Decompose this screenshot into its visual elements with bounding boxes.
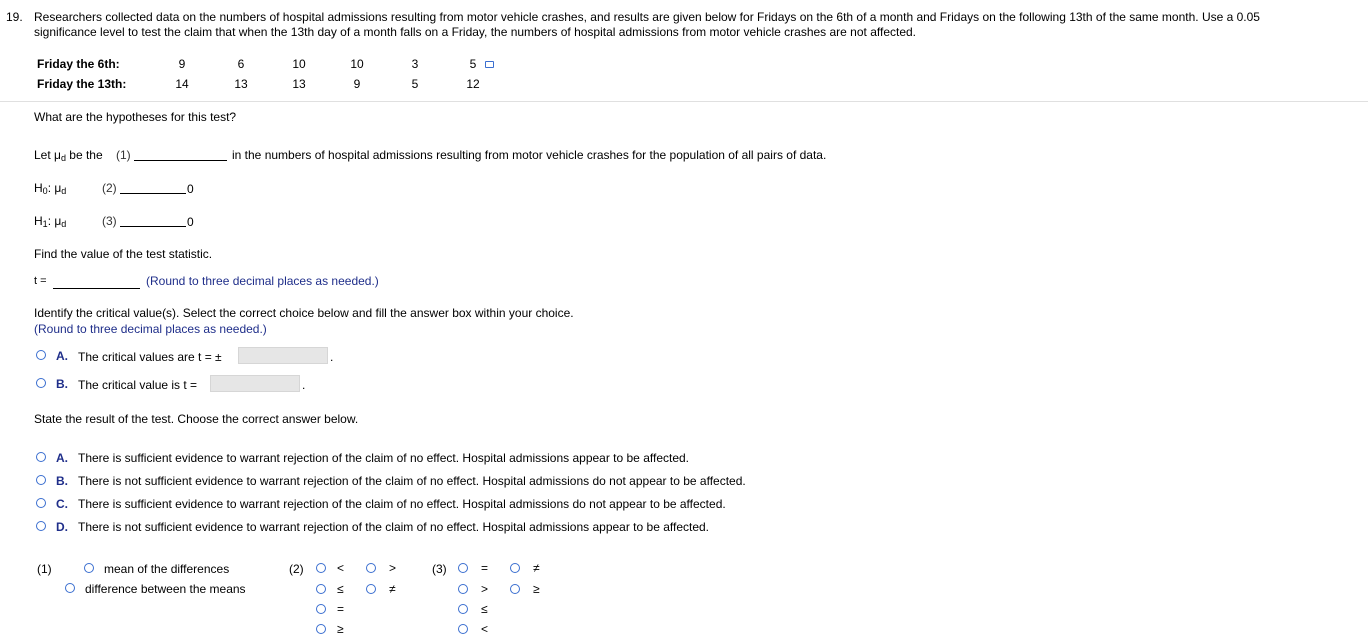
h0-colon: : bbox=[47, 181, 55, 195]
question-text-line1: Researchers collected data on the numbers of hospital admissions resulting from motor vehicle crashes, and results are given below for Fridays on the 6th of a month and Fridays on the following 13th of the same month. Use a 0.05 bbox=[34, 10, 1260, 24]
choice-text: There is sufficient evidence to warrant rejection of the claim of no effect. Hospital admissions appear to be affected. bbox=[78, 451, 690, 465]
row-label-friday-6th: Friday the 6th: bbox=[37, 57, 120, 71]
table-cell: 5 bbox=[411, 77, 419, 91]
table-cell: 6 bbox=[237, 57, 245, 71]
h1-subscript: 1 bbox=[42, 219, 48, 229]
radio-button[interactable] bbox=[36, 498, 46, 508]
blank3-label: (3) bbox=[102, 214, 117, 228]
mu-symbol: μ bbox=[54, 148, 61, 162]
radio-button[interactable] bbox=[366, 584, 376, 594]
blank1-field[interactable] bbox=[134, 160, 227, 161]
choice-text: The critical value is t = bbox=[78, 378, 198, 392]
option-mean-of-differences[interactable]: mean of the differences bbox=[104, 562, 230, 576]
question-text-line2: significance level to test the claim that when the 13th day of a month falls on a Friday, the numbers of hospital admissions from motor vehicle crashes are not affected. bbox=[34, 25, 917, 39]
radio-button[interactable] bbox=[458, 604, 468, 614]
h0-subscript: 0 bbox=[42, 186, 48, 196]
test-stat-prompt: Find the value of the test statistic. bbox=[34, 247, 213, 261]
option-symbol[interactable]: > bbox=[481, 582, 489, 596]
be-the: be the bbox=[65, 148, 103, 162]
option-symbol[interactable]: < bbox=[481, 622, 489, 636]
d-subscript: d bbox=[61, 219, 67, 229]
t-value-field[interactable] bbox=[53, 288, 140, 289]
radio-button[interactable] bbox=[84, 563, 94, 573]
radio-button[interactable] bbox=[36, 452, 46, 462]
option-symbol[interactable]: ≤ bbox=[337, 582, 344, 596]
let-statement bbox=[34, 148, 103, 162]
period: . bbox=[330, 350, 334, 364]
h1-zero: 0 bbox=[187, 215, 194, 229]
choice-letter: B. bbox=[56, 474, 68, 488]
table-cell: 10 bbox=[292, 57, 306, 71]
copy-data-icon[interactable] bbox=[485, 61, 494, 68]
radio-button[interactable] bbox=[36, 350, 46, 360]
blank2-label: (2) bbox=[102, 181, 117, 195]
table-cell: 5 bbox=[469, 57, 477, 71]
alt-hypothesis bbox=[34, 214, 66, 228]
choice-letter: C. bbox=[56, 497, 68, 511]
hypotheses-prompt: What are the hypotheses for this test? bbox=[34, 110, 237, 124]
table-cell: 14 bbox=[175, 77, 189, 91]
option-difference-between-means[interactable]: difference between the means bbox=[85, 582, 246, 596]
row-label-friday-13th: Friday the 13th: bbox=[37, 77, 127, 91]
mu-symbol: μ bbox=[54, 181, 62, 195]
radio-button[interactable] bbox=[36, 378, 46, 388]
radio-button[interactable] bbox=[316, 563, 326, 573]
radio-button[interactable] bbox=[366, 563, 376, 573]
radio-button[interactable] bbox=[458, 584, 468, 594]
option-symbol[interactable]: ≠ bbox=[533, 561, 540, 575]
blank2-field[interactable] bbox=[120, 193, 186, 194]
null-hypothesis bbox=[34, 181, 66, 195]
radio-button[interactable] bbox=[316, 604, 326, 614]
choice-text: There is sufficient evidence to warrant rejection of the claim of no effect. Hospital admissions do not appear to be affected. bbox=[78, 497, 726, 511]
table-cell: 3 bbox=[411, 57, 419, 71]
table-cell: 10 bbox=[350, 57, 364, 71]
radio-button[interactable] bbox=[36, 521, 46, 531]
choice-text: There is not sufficient evidence to warrant rejection of the claim of no effect. Hospital admissions appear to be affected. bbox=[78, 520, 710, 534]
mu-symbol: μ bbox=[54, 214, 62, 228]
choice-letter: A. bbox=[56, 451, 68, 465]
group-label: (2) bbox=[289, 562, 304, 576]
option-symbol[interactable]: ≥ bbox=[337, 622, 344, 636]
table-cell: 9 bbox=[178, 57, 186, 71]
radio-button[interactable] bbox=[510, 563, 520, 573]
critical-value-input[interactable] bbox=[210, 375, 300, 392]
option-symbol[interactable]: < bbox=[337, 561, 345, 575]
question-number: 19. bbox=[6, 10, 23, 24]
table-cell: 13 bbox=[292, 77, 306, 91]
option-symbol[interactable]: = bbox=[481, 561, 489, 575]
h1-H: H bbox=[34, 214, 43, 228]
option-symbol[interactable]: ≥ bbox=[533, 582, 540, 596]
table-cell: 13 bbox=[234, 77, 248, 91]
radio-button[interactable] bbox=[458, 624, 468, 634]
d-subscript: d bbox=[60, 153, 66, 163]
choice-letter: B. bbox=[56, 377, 68, 391]
option-symbol[interactable]: = bbox=[337, 602, 345, 616]
let-prefix: Let bbox=[34, 148, 55, 162]
radio-button[interactable] bbox=[458, 563, 468, 573]
radio-button[interactable] bbox=[36, 475, 46, 485]
critical-prompt: Identify the critical value(s). Select the correct choice below and fill the answer box within your choice. bbox=[34, 306, 574, 320]
h0-H: H bbox=[34, 181, 43, 195]
choice-text: The critical values are t = ± bbox=[78, 350, 222, 364]
round-hint: (Round to three decimal places as needed.) bbox=[146, 274, 379, 288]
radio-button[interactable] bbox=[316, 584, 326, 594]
period: . bbox=[302, 378, 306, 392]
result-prompt: State the result of the test. Choose the correct answer below. bbox=[34, 412, 359, 426]
radio-button[interactable] bbox=[510, 584, 520, 594]
table-cell: 12 bbox=[466, 77, 480, 91]
h1-colon: : bbox=[47, 214, 55, 228]
t-label: t = bbox=[34, 275, 47, 287]
table-cell: 9 bbox=[353, 77, 361, 91]
critical-round-hint: (Round to three decimal places as needed.) bbox=[34, 322, 267, 336]
critical-values-input[interactable] bbox=[238, 347, 328, 364]
option-symbol[interactable]: > bbox=[389, 561, 397, 575]
divider bbox=[0, 101, 1368, 102]
option-symbol[interactable]: ≠ bbox=[389, 582, 396, 596]
let-suffix: in the numbers of hospital admissions resulting from motor vehicle crashes for the population of all pairs of data. bbox=[232, 148, 827, 162]
group-label: (1) bbox=[37, 562, 52, 576]
blank1-label: (1) bbox=[116, 148, 131, 162]
choice-letter: D. bbox=[56, 520, 68, 534]
group-label: (3) bbox=[432, 562, 447, 576]
option-symbol[interactable]: ≤ bbox=[481, 602, 488, 616]
radio-button[interactable] bbox=[316, 624, 326, 634]
blank3-field[interactable] bbox=[120, 226, 186, 227]
h0-zero: 0 bbox=[187, 182, 194, 196]
d-subscript: d bbox=[61, 186, 67, 196]
radio-button[interactable] bbox=[65, 583, 75, 593]
choice-letter: A. bbox=[56, 349, 68, 363]
choice-text: There is not sufficient evidence to warrant rejection of the claim of no effect. Hospital admissions do not appear to be affected. bbox=[78, 474, 746, 488]
